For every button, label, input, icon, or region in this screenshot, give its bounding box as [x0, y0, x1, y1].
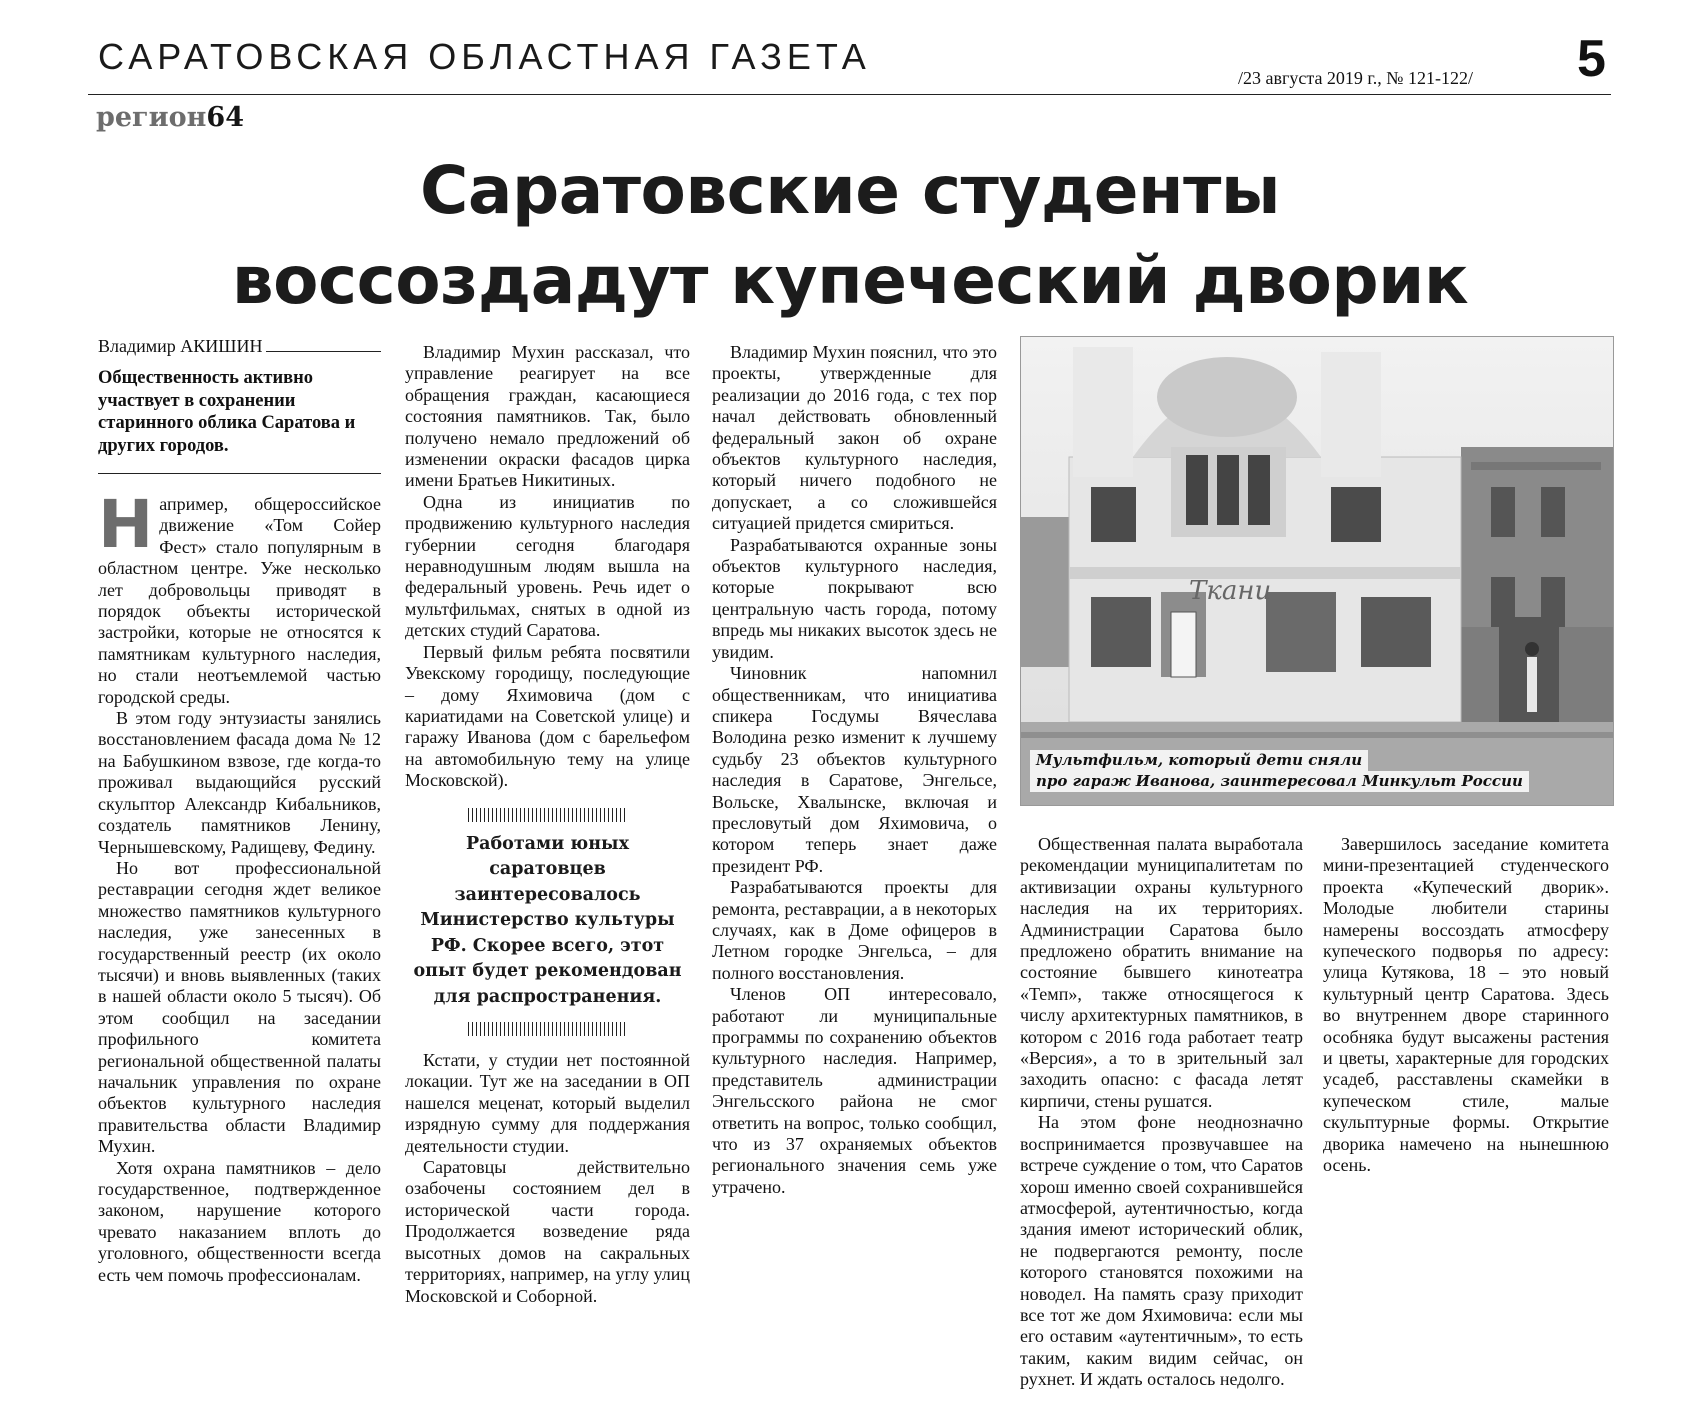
paragraph: Владимир Мухин пояснил, что это проекты, утвержденные для реализации до 2016 года, с тех пор начал действовать обновленный федеральный закон об охране объектов культурного наследия, который ничего подобного не допускает, а со сложившейся ситуацией придется смириться. — [712, 342, 997, 534]
caption-line: Мультфильм, который дети сняли — [1030, 750, 1368, 771]
article-column-1 — [98, 336, 381, 1286]
author-name: Владимир АКИШИН — [98, 336, 263, 356]
article-column-3 — [712, 342, 997, 1198]
photo-caption — [1030, 750, 1529, 792]
paragraph: Саратовцы действительно озабочены состоянием дел в исторической части города. Продолжается возведение ряда высотных домов на сакральных территориях, например, на углу улиц Московской и Соборной. — [405, 1157, 690, 1306]
drop-cap: Н — [98, 486, 154, 563]
paragraph: Первый фильм ребята посвятили Увекскому городищу, последующие – дому Яхимовича (дом с кариатидами на Советской улице) и гаражу Иванова (дом с барельефом на автомобильную тему на улице Московской). — [405, 641, 690, 791]
headline-line: воссоздадут купеческий дворик — [231, 242, 1469, 319]
paragraph: Хотя охрана памятников – дело государственное, подтвержденное законом, нарушение которого чревато наказанием вплоть до уголовного, общественности всегда есть чем помочь профессионалам. — [98, 1157, 381, 1285]
paragraph: Но вот профессиональной реставрации сегодня ждет великое множество памятников культурного наследия, уже занесенных в государственный реестр (их около тысячи) и вновь выявленных (таких в нашей области около 5 тысяч). Об этом сообщил на заседании профильного комитета региональной общественной палаты начальник управления по охране объектов культурного наследия правительства области Владимир Мухин. — [98, 857, 381, 1157]
pull-quote-block — [405, 808, 690, 1037]
quote-ornament-top — [468, 808, 628, 822]
lead-rule — [98, 473, 381, 474]
caption-line: про гараж Иванова, заинтересовал Минкульт России — [1030, 771, 1529, 792]
paragraph: Общественная палата выработала рекомендации муниципалитетам по активизации охраны культурного наследия на их территориях. Администрации Саратова было предложено обратить внимание на состояние бывшего кинотеатра «Темп», также относящегося к числу архитектурных памятников, в котором с 2016 года работает театр «Версия», а то в зрительный зал заходить опасно: с фасада летят кирпичи, стены рушатся. — [1020, 834, 1303, 1111]
pull-quote: Работами юных саратовцев заинтересовалось Министерство культуры РФ. Скорее всего, этот опыт будет рекомендован для распространения. — [413, 833, 682, 1007]
article-headline — [60, 146, 1640, 326]
issue-date: /23 августа 2019 г., № 121-122/ — [1238, 68, 1473, 88]
paragraph: Владимир Мухин рассказал, что управление реагирует на все обращения граждан, касающиеся состояния памятников. Так, было получено немало предложений об изменении окраски фасадов цирка имени Братьев Никитиных. — [405, 342, 690, 491]
header-rule — [88, 94, 1611, 95]
rubric-word: регион — [96, 102, 207, 133]
article-column-4 — [1020, 834, 1303, 1391]
paragraph: Чиновник напомнил общественникам, что инициатива спикера Госдумы Вячеслава Володина резко изменит к лучшему судьбу 23 объектов культурного наследия в Саратове, Энгельсе, Вольске, Хвалынске, включая и пресловутый дом Яхимовича, о котором теперь знает даже президент РФ. — [712, 663, 997, 876]
article-column-5 — [1323, 834, 1609, 1177]
paragraph: Разрабатываются охранные зоны объектов культурного наследия, которые покрывают всю центральную часть города, потому впредь мы никаких высоток здесь не увидим. — [712, 534, 997, 662]
paragraph: Разрабатываются проекты для ремонта, реставрации, а в некоторых случаях, как в Доме офицеров в Летном городке Энгельса, – для полного восстановления. — [712, 877, 997, 983]
byline-rule — [266, 351, 381, 352]
garage-ivanova-image — [1021, 337, 1613, 805]
rubric-number: 64 — [206, 102, 244, 133]
page-number: 5 — [1577, 30, 1606, 88]
newspaper-masthead: САРАТОВСКАЯ ОБЛАСТНАЯ ГАЗЕТА — [98, 36, 871, 77]
shop-sign: Ткани — [1189, 576, 1272, 606]
paragraph: Одна из инициатив по продвижению культурного наследия губернии сегодня благодаря неравнодушным людям вышла на федеральный уровень. Речь идет о мультфильмах, снятых в одной из детских студий Саратова. — [405, 491, 690, 641]
section-rubric — [96, 100, 244, 136]
byline — [98, 336, 381, 357]
quote-ornament-bottom — [468, 1022, 628, 1036]
paragraph: Членов ОП интересовало, работают ли муниципальные программы по сохранению объектов культурного наследия. Например, представитель администрации Энгельсского района не смог ответить на вопрос, только сообщил, что из 37 охраняемых объектов регионального значения семь уже утрачено. — [712, 984, 997, 1197]
article-column-2 — [405, 342, 690, 1307]
paragraph: Завершилось заседание комитета мини-презентацией студенческого проекта «Купеческий дворик». Молодые любители старины намерены воссоздать атмосферу купеческого подворья по адресу: улица Кутякова, 18 – это новый культурный центр Саратова. Здесь во внутреннем дворе старинного особняка будут высажены растения и цветы, характерные для городских усадеб, расставлены скамейки в купеческом стиле, малые скульптурные формы. Открытие дворика намечено на нынешнюю осень. — [1323, 834, 1609, 1176]
article-lead: Общественность активно участвует в сохранении старинного облика Саратова и других городов. — [98, 368, 356, 456]
paragraph: В этом году энтузиасты занялись восстановлением фасада дома № 12 на Бабушкином взвозе, где когда-то проживал выдающийся русский скульптор Александр Кибальников, создатель памятников Ленину, Чернышевскому, Радищеву, Федину. — [98, 708, 381, 857]
paragraph: Кстати, у студии нет постоянной локации. Тут же на заседании в ОП нашелся меценат, который выделил изрядную сумму для поддержания деятельности студии. — [405, 1050, 690, 1156]
paragraph: На этом фоне неоднозначно воспринимается прозвучавшее на встрече суждение о том, что Саратов хорош именно своей сохранившейся атмосферой, аутентичностью, когда здания имеют исторический облик, не подвергаются ремонту, после которого становятся похожими на новодел. На память сразу приходит все тот же дом Яхимовича: если мы его оставим «аутентичным», то есть таким, каким видим сейчас, он рухнет. И ждать осталось недолго. — [1020, 1112, 1303, 1390]
building-photo — [1020, 336, 1614, 806]
paragraph: Например, общероссийское движение «Том Сойер Фест» стало популярным в областном центре. Уже несколько лет добровольцы приводят в порядок объекты исторической застройки, которые не относятся к памятникам культурного наследия, но стали неотъемлемой частью городской среды. — [98, 486, 381, 707]
headline-line: Саратовские студенты — [419, 152, 1281, 229]
